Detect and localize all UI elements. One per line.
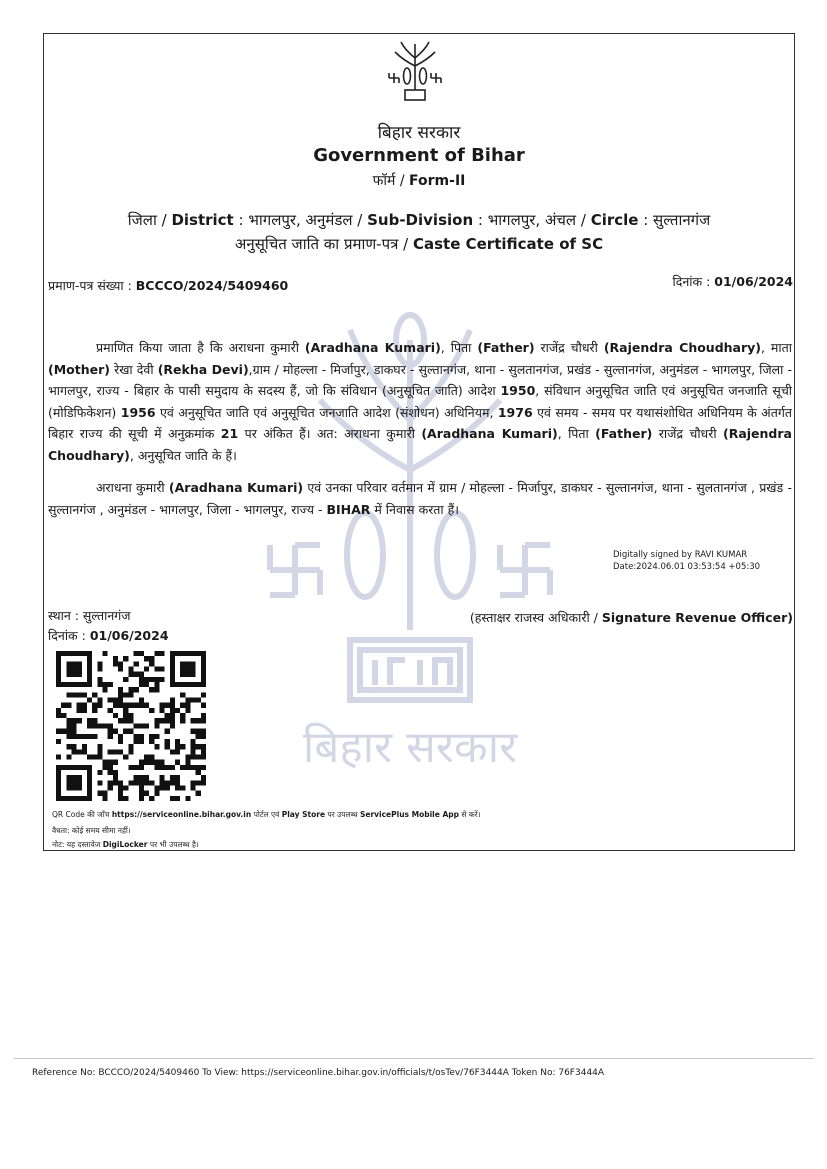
- place-date: [48, 626, 169, 646]
- qr-verification-note: [52, 810, 481, 820]
- text-run: एवं समय - समय पर यथासंशोधित अधिनियम के अंतर्गत बिहार राज्य की सूची में अनुक्रमांक: [48, 404, 792, 441]
- text-run: QR Code की जाँच: [52, 810, 112, 819]
- text-run: (Rekha Devi): [157, 361, 249, 377]
- text-run: पर भी उपलब्ध है।: [147, 840, 199, 849]
- text-run: DigiLocker: [102, 840, 148, 849]
- text-run: 21: [220, 426, 239, 441]
- digilocker-note: [52, 840, 199, 850]
- certificate-title-english: Caste Certificate of SC: [413, 235, 604, 253]
- text-run: Play Store: [281, 810, 326, 819]
- place-line: स्थान : सुल्तानगंज: [48, 608, 131, 623]
- district-line: [43, 210, 795, 230]
- text-run: रेखा देवी: [109, 361, 158, 377]
- text-run: BIHAR: [326, 501, 371, 517]
- text-run: नोट: यह दस्तावेज: [52, 840, 103, 849]
- certificate-number: [48, 277, 288, 294]
- certificate-number-label: प्रमाण-पत्र संख्या :: [48, 278, 136, 293]
- subdivision-value: : भागलपुर, अंचल /: [473, 211, 591, 229]
- digital-signature-signer: Digitally signed by RAVI KUMAR: [613, 550, 748, 560]
- text-run: से करें।: [459, 810, 481, 819]
- form-label-english: Form-II: [409, 173, 466, 189]
- residence-paragraph: [48, 477, 792, 520]
- text-run: (Father): [595, 426, 653, 441]
- certificate-title-hindi: अनुसूचित जाति का प्रमाण-पत्र /: [234, 235, 413, 253]
- circle-label: Circle: [590, 211, 639, 229]
- text-run: (Rajendra Choudhary): [603, 340, 762, 355]
- reference-line: Reference No: BCCCO/2024/5409460 To View: https://serviceonline.bihar.gov.in/officials/t/osTev/76F3444A Token No: 76F3444A: [32, 1068, 605, 1078]
- watermark-text: बिहार सरकार: [302, 722, 518, 773]
- text-run: 1976: [497, 404, 533, 420]
- text-run: (Aradhana Kumari): [304, 340, 441, 355]
- form-label-hindi: फॉर्म /: [372, 173, 410, 189]
- government-title-english: Government of Bihar: [313, 145, 525, 166]
- district-value: : भागलपुर, अनुमंडल /: [233, 211, 368, 229]
- bihar-emblem-logo: [385, 38, 445, 104]
- place-date-block: [48, 606, 169, 646]
- digital-signature: [613, 549, 760, 573]
- qr-code: [56, 651, 206, 801]
- text-run: , संविधान अनुसूचित जाति एवं अनुसूचित जनजाति सूची (मोडिफिकेशन): [48, 383, 792, 420]
- district-label-hindi: जिला /: [127, 211, 172, 229]
- text-run: 1950: [500, 383, 536, 398]
- government-title-hindi: बिहार सरकार: [377, 123, 461, 143]
- subdivision-label: Sub-Division: [367, 211, 474, 229]
- text-run: ,ग्राम / मोहल्ला - मिर्जापुर, डाकघर - सुल्तानगंज, थाना - सुलतानगंज, प्रखंड - सुल्तानगंज, अनुमंडल - भागलपुर, जिला - भागलपुर, राज्य - बिहार के पासी समुदाय के सदस्य हैं, जो कि संविधान (अनुसूचित जाति) आदेश: [48, 361, 792, 398]
- text-run: एवं अनुसूचित जाति एवं अनुसूचित जनजाति आदेश (संशोधन) अधिनियम,: [155, 404, 498, 420]
- district-label: District: [171, 211, 234, 229]
- text-run: अराधना कुमारी: [96, 480, 169, 495]
- signature-officer-english: Signature Revenue Officer): [601, 610, 793, 625]
- text-run: पोर्टल एवं: [251, 810, 282, 819]
- text-run: (Aradhana Kumari): [168, 480, 304, 495]
- place-date-value: 01/06/2024: [89, 628, 169, 643]
- issue-date-value: 01/06/2024: [714, 274, 793, 289]
- text-run: , अनुसूचित जाति के हैं।: [129, 447, 237, 463]
- issue-date-label: दिनांक :: [672, 274, 715, 289]
- text-run: (Father): [477, 340, 535, 355]
- text-run: पर अंकित हैं। अत: अराधना कुमारी: [238, 426, 422, 441]
- text-run: 1956: [120, 404, 156, 420]
- text-run: (Aradhana Kumari): [421, 426, 558, 441]
- signature-officer: [470, 609, 793, 626]
- text-run: एवं उनका परिवार वर्तमान में ग्राम / मोहल्ला - मिर्जापुर, डाकघर - सुल्तानगंज, थाना - सुलतानगंज , प्रखंड - सुल्तानगंज , अनुमंडल - भागलपुर, जिला - भागलपुर, राज्य -: [48, 480, 792, 517]
- certificate-title: [43, 234, 795, 254]
- certification-paragraph: [48, 337, 792, 466]
- place-date-label: दिनांक :: [48, 628, 90, 643]
- signature-officer-hindi: (हस्ताक्षर राजस्व अधिकारी /: [469, 610, 602, 625]
- text-run: राजेंद्र चौधरी: [534, 340, 604, 355]
- text-run: (Mother): [48, 361, 110, 377]
- digital-signature-date: Date:2024.06.01 03:53:54 +05:30: [613, 562, 761, 572]
- circle-value: : सुल्तानगंज: [638, 211, 711, 229]
- text-run: , पिता: [557, 426, 596, 441]
- issue-date: [672, 273, 793, 290]
- text-run: पर उपलब्ध: [325, 810, 360, 819]
- text-run: राजेंद्र चौधरी: [652, 426, 723, 441]
- validity-note: वैधता: कोई समय सीमा नहीं।: [52, 826, 131, 835]
- text-run: , पिता: [440, 340, 478, 355]
- text-run: (Rajendra Choudhary): [48, 426, 792, 463]
- text-run: ServicePlus Mobile App: [359, 810, 459, 819]
- text-run: , माता: [761, 340, 793, 355]
- text-run: में निवास करता हैं।: [370, 501, 460, 517]
- text-run: प्रमाणित किया जाता है कि अराधना कुमारी: [96, 340, 305, 355]
- footer-divider: [14, 1058, 814, 1059]
- certificate-number-value: BCCCO/2024/5409460: [135, 278, 289, 293]
- form-label: [43, 171, 795, 190]
- text-run: https://serviceonline.bihar.gov.in: [111, 810, 252, 819]
